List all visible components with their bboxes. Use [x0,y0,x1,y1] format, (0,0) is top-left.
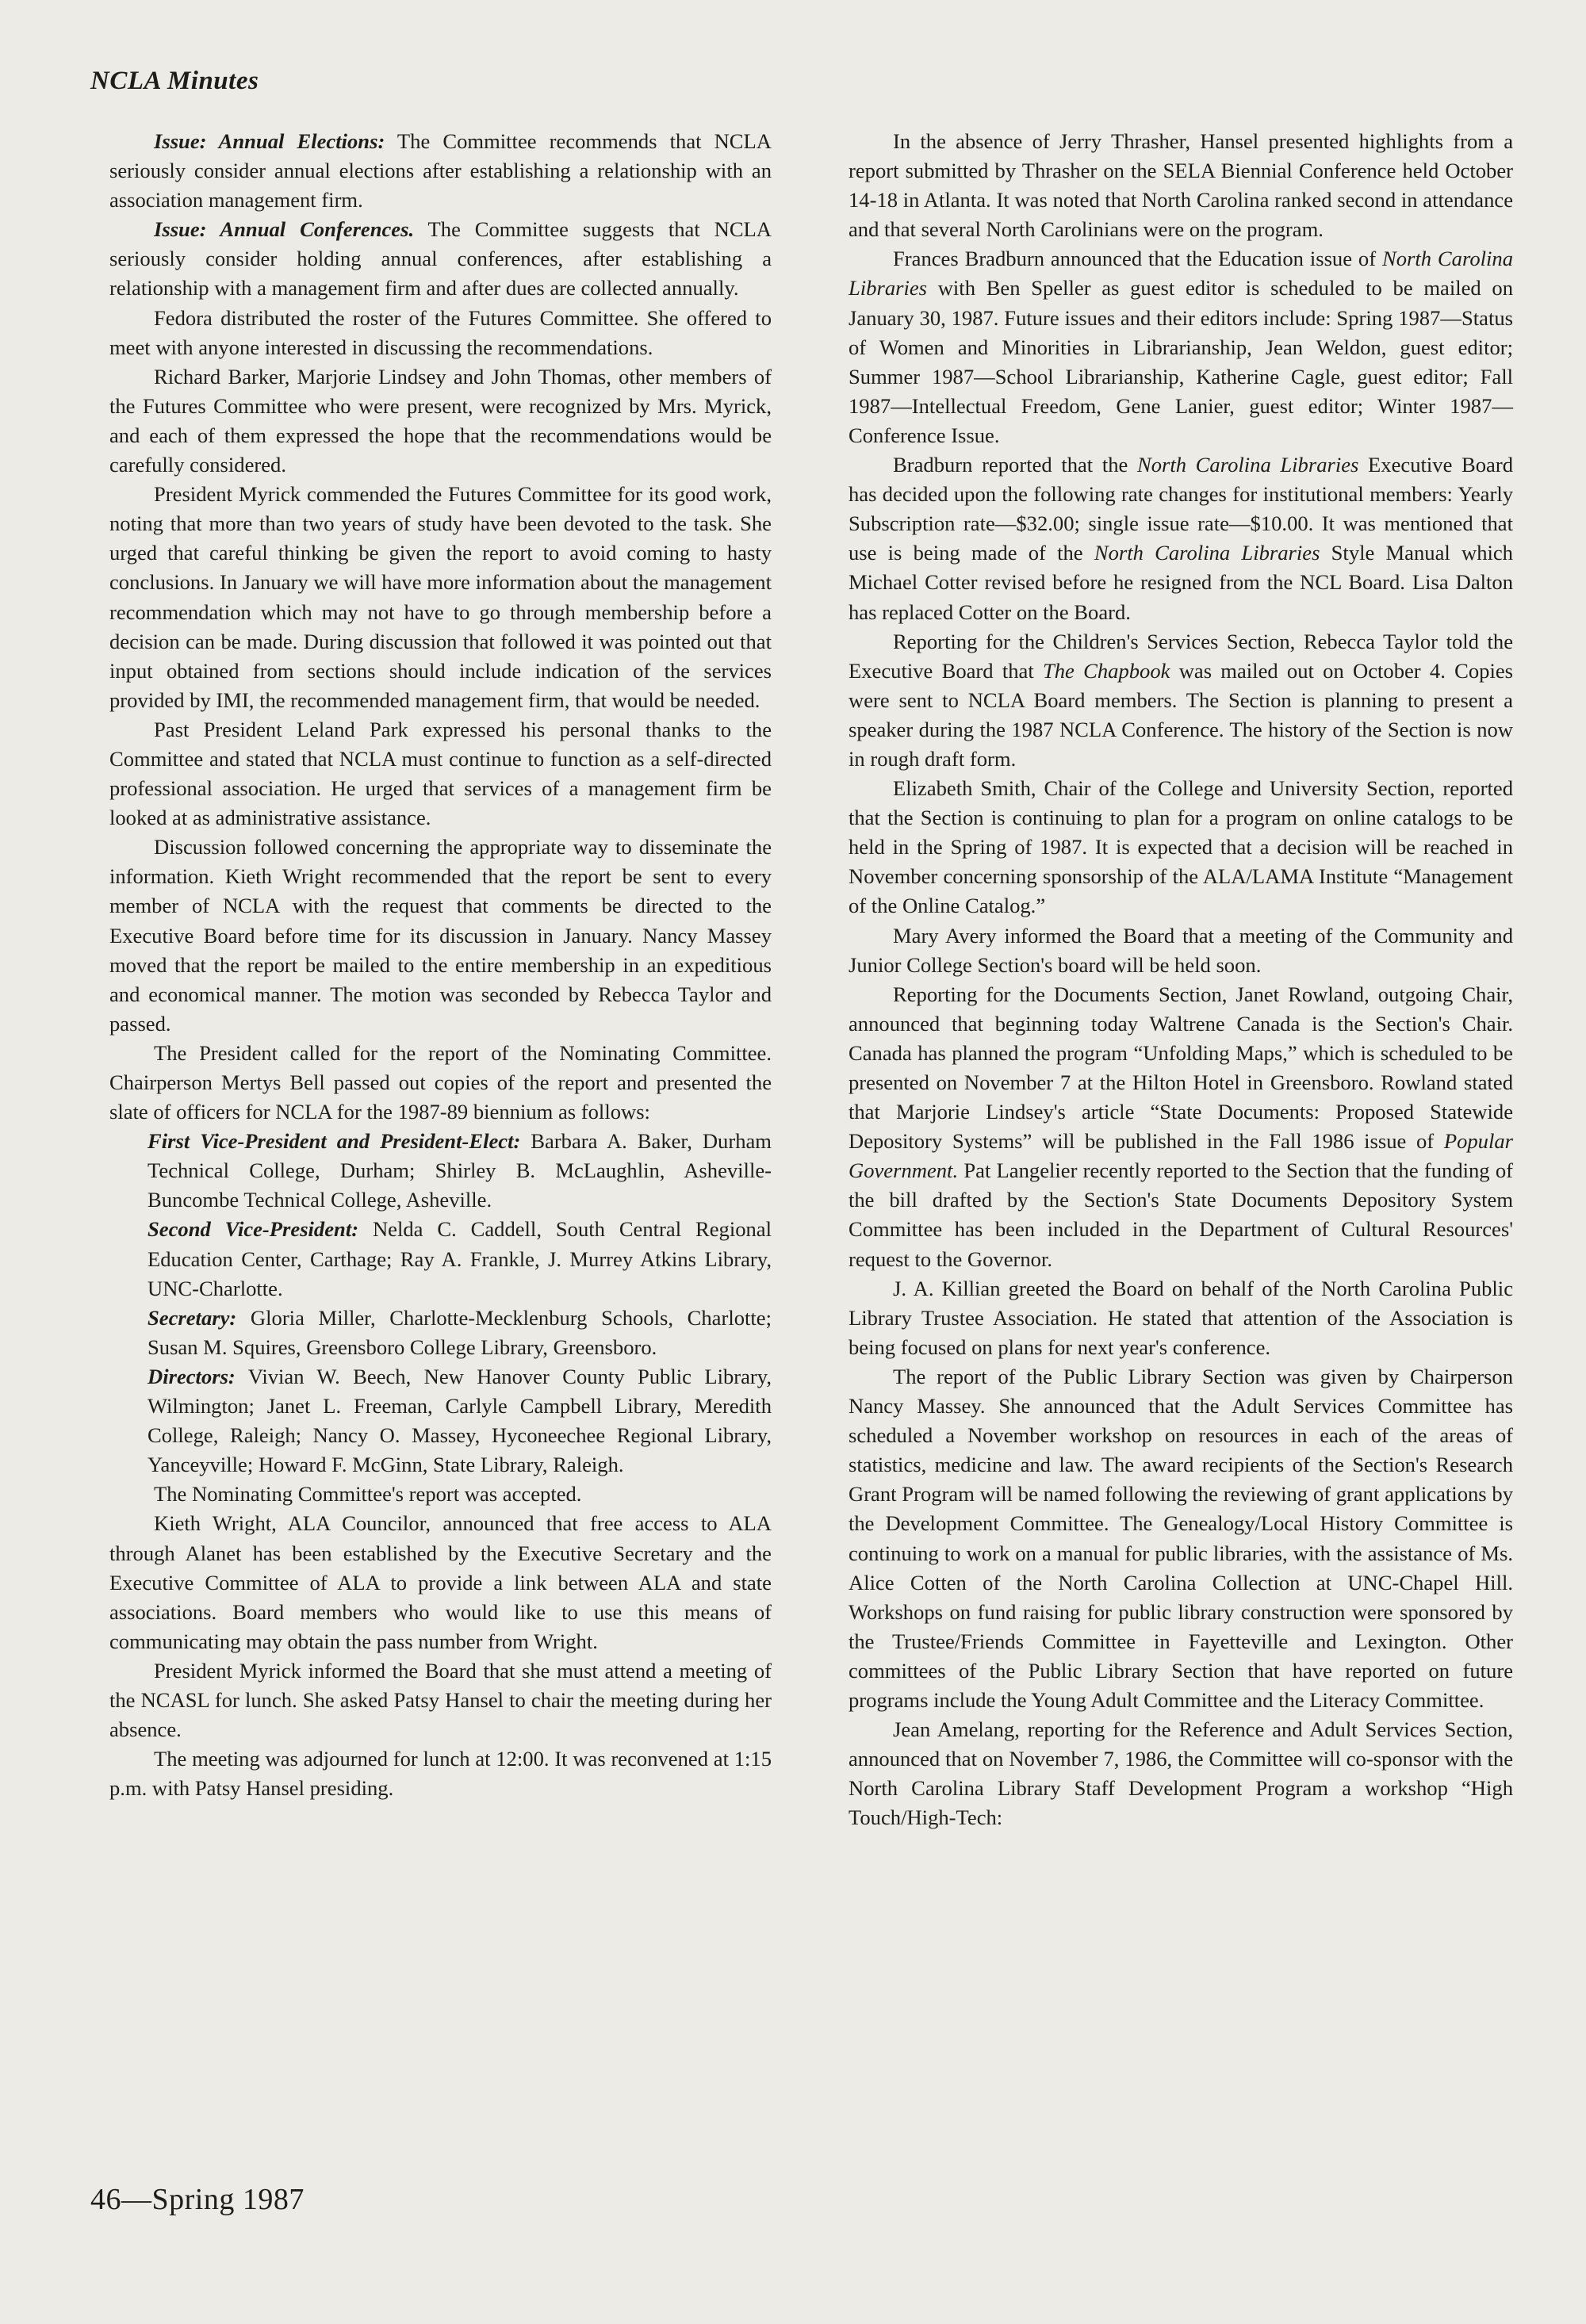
paragraph: Elizabeth Smith, Chair of the College and University Section, reported that the Section is continuing to plan for a program on online catalogs to be held in the Spring of 1987. It is expected that a decision will be reached in November concerning sponsorship of the ALA/LAMA Institute “Management of the Online Catalog.” [849,776,1513,918]
paragraph [109,127,772,215]
nominees: Vivian W. Beech, New Hanover County Public Library, Wilmington; Janet L. Freeman, Carlyle Campbell Library, Meredith College, Raleigh; Nancy O. Massey, Hyconeechee Regional Library, Yanceyville; Howard F. McGinn, State Library, Raleigh. [147,1364,772,1477]
paragraph-text: was mailed out on October 4. Copies were sent to NCLA Board members. The Section is planning to present a speaker during the 1987 NCLA Conference. The history of the Section is now in rough draft form. [849,658,1513,771]
paragraph: The President called for the report of the Nominating Committee. Chairperson Mertys Bell passed out copies of the report and presented the slate of officers for NCLA for the 1987-89 biennium as follows: [109,1040,772,1124]
slate-entry [109,1362,772,1480]
paragraph: Kieth Wright, ALA Councilor, announced that free access to ALA through Alanet has been established by the Executive Secretary and the Executive Committee of ALA to provide a link between ALA and state associations. Board members who would like to use this means of communicating may obtain the pass number from Wright. [109,1511,772,1653]
paragraph: Discussion followed concerning the appropriate way to disseminate the information. Kieth Wright recommended that the report be sent to every member of NCLA with the request that comments be directed to the Executive Board before time for its discussion in January. Nancy Massey moved that the report be mailed to the entire membership in an expeditious and economical manner. The motion was seconded by Rebecca Taylor and passed. [109,835,772,1036]
paragraph-text: Pat Langelier recently reported to the Section that the funding of the bill drafted by the Section's State Documents Depository System Committee has been included in the Department of Cultural Resources' request to the Governor. [849,1158,1513,1271]
publication-title: Popular Government. [849,1129,1513,1183]
paragraph-text: Bradburn reported that the [893,453,1137,477]
publication-title: North Carolina Libraries [1136,453,1359,477]
paragraph-text: with Ben Speller as guest editor is scheduled to be mailed on January 30, 1987. Future issues and their editors include: Spring 1987—Status of Women and Minorities in Librarianship, Jean Weldon, guest editor; Summer 1987—School Librarianship, Katherine Cagle, guest editor; Fall 1987—Intellectual Freedom, Gene Lanier, guest editor; Winter 1987—Conference Issue. [849,276,1513,447]
office-title: Secretary: [147,1305,237,1330]
right-column [849,127,1513,1832]
publication-title: North Carolina Libraries [1094,541,1320,565]
office-title: Second Vice-President: [147,1217,359,1242]
paragraph: The report of the Public Library Section was given by Chairperson Nancy Massey. She announced that the Adult Services Committee has scheduled a November workshop on resources in each of the areas of statistics, medicine and law. The award recipients of the Section's Research Grant Program will be named following the reviewing of grant applications by the Development Committee. The Genealogy/Local History Committee is continuing to work on a manual for public libraries, with the assistance of Ms. Alice Cotten of the North Carolina Collection at UNC-Chapel Hill. Workshops on fund raising for public library construction were sponsored by the Trustee/Friends Committee in Fayetteville and Lexington. Other committees of the Public Library Section that have reported on future programs include the Young Adult Committee and the Literacy Committee. [849,1364,1513,1712]
run-in-heading: Issue: Annual Elections: [154,129,385,153]
paragraph: President Myrick informed the Board that she must attend a meeting of the NCASL for lunch. She asked Patsy Hansel to chair the meeting during her absence. [109,1658,772,1742]
paragraph-text: The Committee recommends that NCLA seriously consider annual elections after establishing a relationship with an association management firm. [109,129,772,212]
paragraph: Fedora distributed the roster of the Futures Committee. She offered to meet with anyone interested in discussing the recommendations. [109,305,772,359]
slate-entry [109,1304,772,1362]
nominees: Gloria Miller, Charlotte-Mecklenburg Schools, Charlotte; Susan M. Squires, Greensboro College Library, Greensboro. [147,1305,772,1359]
office-title: First Vice-President and President-Elect: [147,1129,521,1154]
paragraph-text: Frances Bradburn announced that the Education issue of [893,247,1382,271]
run-in-heading: Issue: Annual Conferences. [154,217,415,242]
paragraph: Richard Barker, Marjorie Lindsey and John Thomas, other members of the Futures Committee who were present, were recognized by Mrs. Myrick, and each of them expressed the hope that the recommendations would be carefully considered. [109,364,772,477]
slate-entry [109,1127,772,1215]
publication-title: The Chapbook [1042,658,1170,683]
paragraph: President Myrick commended the Futures Committee for its good work, noting that more than two years of study have been devoted to the task. She urged that careful thinking be given the report to avoid coming to hasty conclusions. In January we will have more information about the management recommendation which may not have to go through membership before a decision can be made. During discussion that followed it was pointed out that input obtained from sections should include indication of the services provided by IMI, the recommended management firm, that would be needed. [109,482,772,712]
paragraph [849,244,1513,450]
paragraph: Mary Avery informed the Board that a meeting of the Community and Junior College Section's board will be held soon. [849,923,1513,977]
paragraph-text: Reporting for the Documents Section, Janet Rowland, outgoing Chair, announced that beginning today Waltrene Canada is the Section's Chair. Canada has planned the program “Unfolding Maps,” which is scheduled to be presented on November 7 at the Hilton Hotel in Greensboro. Rowland stated that Marjorie Lindsey's article “State Documents: Proposed Statewide Depository Systems” will be published in the Fall 1986 issue of [849,982,1513,1154]
nominees: Barbara A. Baker, Durham Technical College, Durham; Shirley B. McLaughlin, Asheville-Buncombe Technical College, Asheville. [147,1129,772,1212]
paragraph [849,627,1513,774]
left-column [109,127,772,1803]
paragraph-text: The Committee suggests that NCLA seriously consider holding annual conferences, after establishing a relationship with a management firm and after dues are collected annually. [109,217,772,301]
paragraph-text: Executive Board has decided upon the following rate changes for institutional members: Yearly Subscription rate—$32.00; single issue rate—$10.00. It was mentioned that use is being made of the [849,453,1513,565]
paragraph: Jean Amelang, reporting for the Reference and Adult Services Section, announced that on November 7, 1986, the Committee will co-sponsor with the North Carolina Library Staff Development Program a workshop “High Touch/High-Tech: [849,1717,1513,1830]
paragraph-text: Style Manual which Michael Cotter revised before he resigned from the NCL Board. Lisa Dalton has replaced Cotter on the Board. [849,541,1513,624]
paragraph: In the absence of Jerry Thrasher, Hansel presented highlights from a report submitted by Thrasher on the SELA Biennial Conference held October 14-18 in Atlanta. It was noted that North Carolina ranked second in attendance and that several North Carolinians were on the program. [849,129,1513,242]
paragraph: J. A. Killian greeted the Board on behalf of the North Carolina Public Library Trustee Association. He stated that attention of the Association is being focused on plans for next year's conference. [849,1276,1513,1359]
paragraph: The meeting was adjourned for lunch at 12:00. It was reconvened at 1:15 p.m. with Patsy Hansel presiding. [109,1747,772,1801]
slate-entry [109,1215,772,1303]
page-folio: 46—Spring 1987 [90,2183,305,2216]
publication-title: North Carolina Libraries [849,247,1513,301]
running-header: NCLA Minutes [90,67,259,95]
paragraph-text: Reporting for the Children's Services Section, Rebecca Taylor told the Executive Board that [849,629,1513,683]
paragraph [109,215,772,303]
paragraph [849,980,1513,1274]
paragraph: The Nominating Committee's report was accepted. [154,1482,582,1507]
office-title: Directors: [147,1364,236,1388]
paragraph: Past President Leland Park expressed his personal thanks to the Committee and stated that NCLA must continue to function as a self-directed professional association. He urged that services of a management firm be looked at as administrative assistance. [109,717,772,830]
nominees: Nelda C. Caddell, South Central Regional Education Center, Carthage; Ray A. Frankle, J. Murrey Atkins Library, UNC-Charlotte. [147,1217,772,1300]
paragraph [849,450,1513,627]
